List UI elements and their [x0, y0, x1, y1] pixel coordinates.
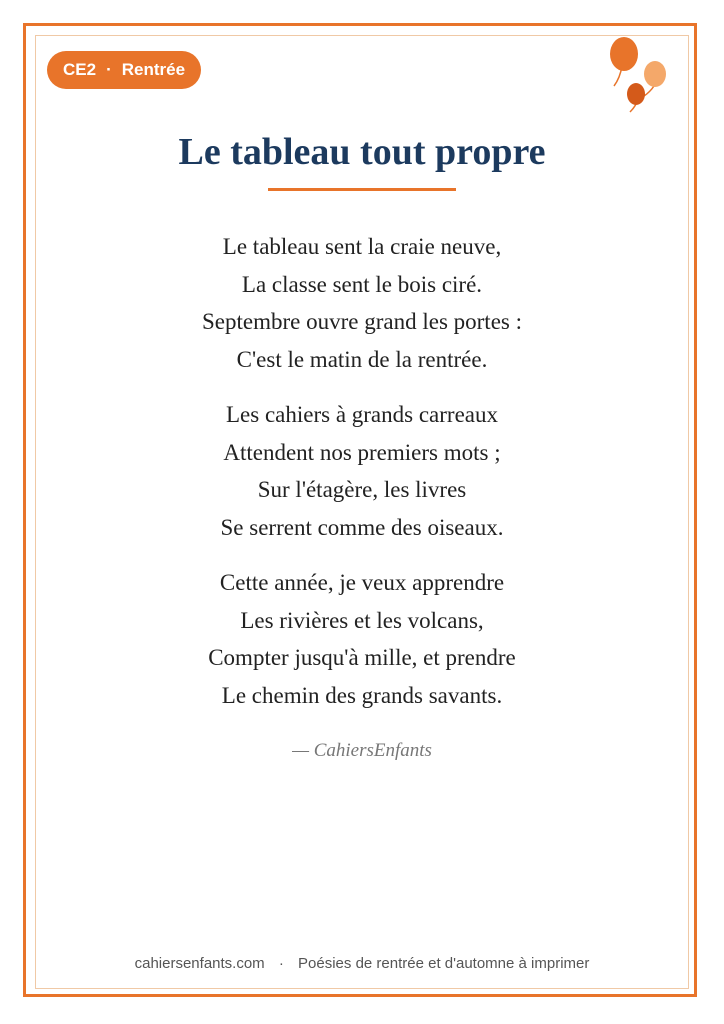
badge-theme: Rentrée	[121, 60, 186, 79]
balloon-dark	[627, 83, 645, 105]
poem-author: — CahiersEnfants	[292, 740, 432, 761]
footer-separator: ·	[278, 955, 284, 972]
poem-line: C'est le matin de la rentrée.	[236, 346, 488, 372]
balloons-graphic	[600, 34, 680, 114]
stanza	[0, 228, 724, 378]
poem-line: Le tableau sent la craie neuve,	[222, 234, 502, 259]
poem-line: Les cahiers à grands carreaux	[225, 402, 498, 427]
poem-body	[0, 228, 724, 732]
poem-line: Sur l'étagère, les livres	[257, 477, 467, 502]
badge-separator: ·	[106, 60, 112, 79]
poem-line: Attendent nos premiers mots ;	[223, 439, 501, 465]
footer-site-link[interactable]: cahiersenfants.com	[134, 955, 265, 972]
page-footer	[0, 955, 724, 972]
poem-title: Le tableau tout propre	[178, 131, 546, 173]
poem-line: La classe sent le bois ciré.	[241, 271, 483, 297]
poem-line: Les rivières et les volcans,	[240, 607, 484, 633]
balloons-icon	[600, 34, 680, 114]
stanza	[0, 396, 724, 546]
balloon-large	[610, 37, 638, 71]
poem-line: Septembre ouvre grand les portes :	[202, 309, 522, 334]
balloon-light	[644, 61, 666, 87]
level-badge	[47, 51, 201, 89]
title-underline	[268, 188, 456, 191]
badge-level: CE2	[63, 60, 97, 79]
footer-description: Poésies de rentrée et d'automne à imprimer	[298, 955, 590, 972]
poem-line: Cette année, je veux apprendre	[219, 570, 505, 595]
poem-line: Se serrent comme des oiseaux.	[220, 514, 504, 540]
stanza	[0, 564, 724, 714]
poem-line: Le chemin des grands savants.	[221, 682, 503, 708]
poem-line: Compter jusqu'à mille, et prendre	[208, 645, 516, 670]
